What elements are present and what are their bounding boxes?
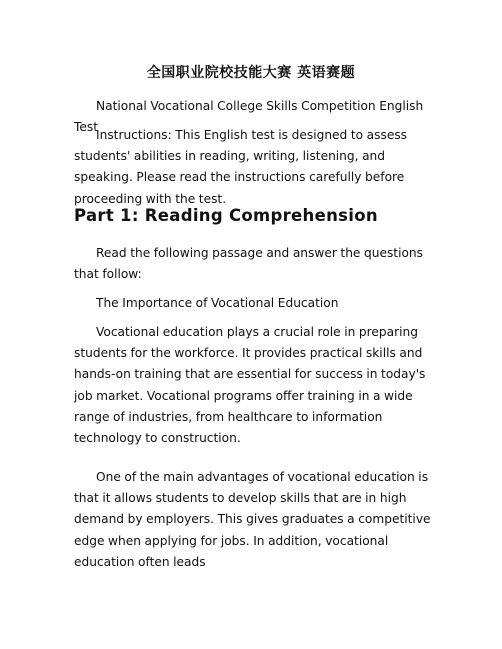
passage-title: The Importance of Vocational Education xyxy=(96,296,339,310)
instructions-paragraph: Instructions: This English test is designed to assess students' abilities in reading, writing, listening, and speaking. Please read the instructions carefully before proceeding with the test. xyxy=(74,128,408,206)
document-subtitle: National Vocational College Skills Competition English Test xyxy=(74,99,424,135)
document-title: 全国职业院校技能大赛 英语赛题 xyxy=(146,65,356,81)
part1-intro: Read the following passage and answer the questions that follow: xyxy=(74,246,423,282)
passage-paragraph-2: One of the main advantages of vocational education is that it allows students to develop skills that are in high demand by employers. This gives graduates a competitive edge when applying for jobs. In addition, vocational education often leads xyxy=(74,470,431,569)
passage-paragraph-1: Vocational education plays a crucial role in preparing students for the workforce. It provides practical skills and hands-on training that are essential for success in today's job market. Vocational programs offer training in a wide range of industries, from healthcare to information technology to construction. xyxy=(74,325,426,446)
part1-heading: Part 1: Reading Comprehension xyxy=(74,206,378,225)
